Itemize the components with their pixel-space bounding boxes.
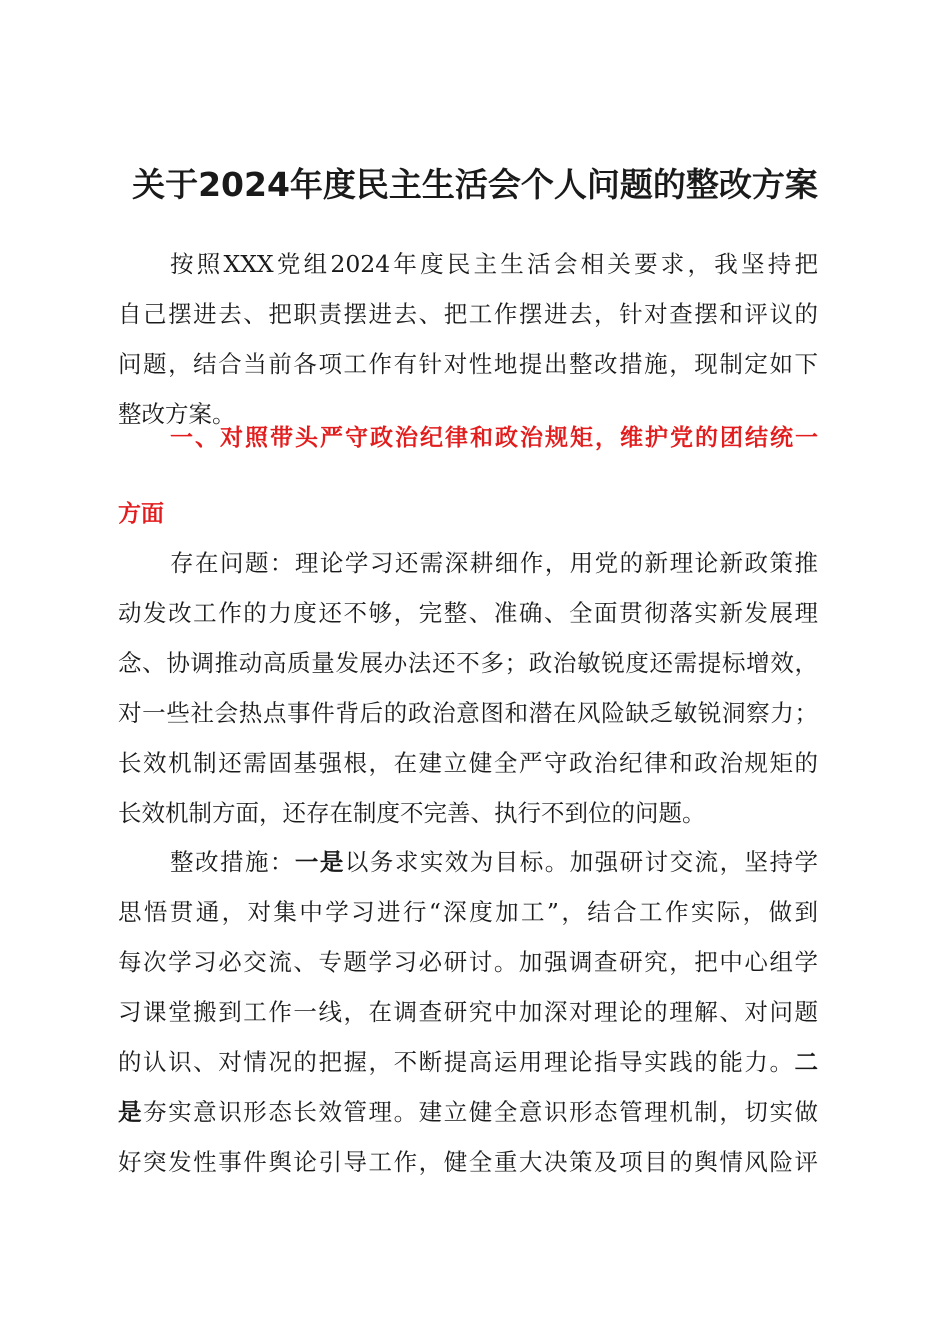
problems-line: 长效机制方面，还存在制度不完善、执行不到位的问题。 xyxy=(118,799,706,827)
intro-line: 按照XXX党组2024年度民主生活会相关要求，我坚持把 xyxy=(170,250,818,278)
measures-text: 夯实意识形态长效管理。建立健全意识形态管理机制，切实做 xyxy=(143,1098,818,1126)
problems-line: 念、协调推动高质量发展办法还不多；政治敏锐度还需提标增效， xyxy=(118,649,818,677)
point-one-label: 一是 xyxy=(294,848,345,876)
intro-line: 自己摆进去、把职责摆进去、把工作摆进去，针对查摆和评议的 xyxy=(118,300,818,328)
document-title: 关于2024年度民主生活会个人问题的整改方案 xyxy=(132,165,818,204)
measures-line xyxy=(118,1092,818,1132)
measures-text: 的认识、对情况的把握，不断提高运用理论指导实践的能力。 xyxy=(118,1048,795,1076)
measures-line: 习课堂搬到工作一线，在调查研究中加深对理论的理解、对问题 xyxy=(118,998,818,1026)
measures-label: 整改措施： xyxy=(170,848,295,876)
measures-line: 好突发性事件舆论引导工作，健全重大决策及项目的舆情风险评 xyxy=(118,1148,818,1176)
problems-line: 存在问题：理论学习还需深耕细作，用党的新理论新政策推 xyxy=(170,549,818,577)
problems-line: 动发改工作的力度还不够，完整、准确、全面贯彻落实新发展理 xyxy=(118,599,818,627)
intro-line: 整改方案。 xyxy=(118,400,236,428)
point-two-label: 二 xyxy=(794,1048,818,1076)
problems-line: 长效机制还需固基强根，在建立健全严守政治纪律和政治规矩的 xyxy=(118,749,818,777)
problems-line: 对一些社会热点事件背后的政治意图和潜在风险缺乏敏锐洞察力； xyxy=(118,699,818,727)
section-heading: 方面 xyxy=(118,501,164,527)
measures-line: 每次学习必交流、专题学习必研讨。加强调查研究，把中心组学 xyxy=(118,948,818,976)
measures-line xyxy=(170,842,818,882)
section-heading: 一、对照带头严守政治纪律和政治规矩，维护党的团结统一 xyxy=(170,425,818,451)
point-two-label: 是 xyxy=(118,1098,144,1126)
measures-text: 以务求实效为目标。加强研讨交流，坚持学 xyxy=(344,848,818,876)
measures-line: 思悟贯通，对集中学习进行“深度加工”，结合工作实际，做到 xyxy=(118,898,818,926)
intro-line: 问题，结合当前各项工作有针对性地提出整改措施，现制定如下 xyxy=(118,350,818,378)
measures-line xyxy=(118,1042,818,1082)
